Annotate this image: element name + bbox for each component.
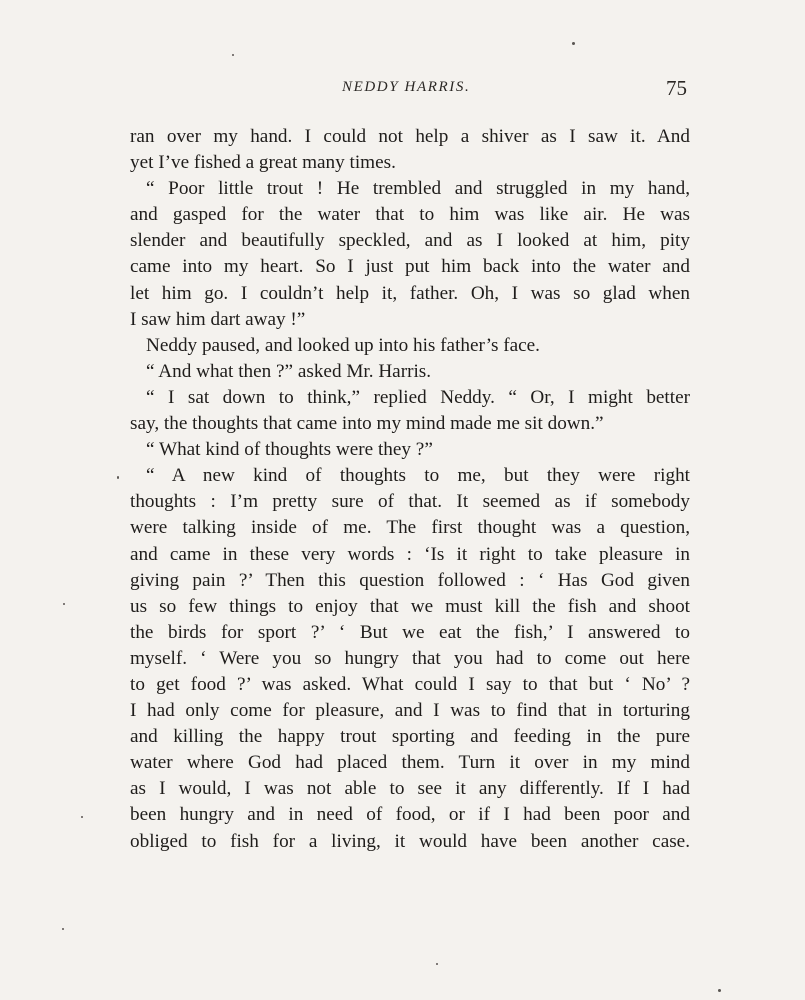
text-line: the birds for sport ?’ ‘ But we eat the fish,’ I answered to [130,621,690,643]
paper-speck [63,603,65,605]
text-line: water where God had placed them. Turn it over in my mind [130,752,690,774]
text-line: “ A new kind of thoughts to me, but they were right [146,465,690,487]
body-text [130,124,690,855]
text-line: say, the thoughts that came into my mind made me sit down.” [130,413,604,435]
text-line: to get food ?’ was asked. What could I say to that but ‘ No’ ? [130,673,690,695]
paper-speck [436,963,438,965]
text-line: were talking inside of me. The first thought was a question, [130,517,690,539]
paper-speck [81,816,83,818]
text-line: ran over my hand. I could not help a shiver as I saw it. And [130,126,690,147]
text-line: giving pain ?’ Then this question followed : ‘ Has God given [130,569,690,591]
text-line: “ And what then ?” asked Mr. Harris. [146,360,432,382]
paper-speck [572,42,575,45]
text-line: slender and beautifully speckled, and as I looked at him, pity [130,230,690,252]
text-line: “ Poor little trout ! He trembled and struggled in my hand, [146,178,690,200]
text-line: myself. ‘ Were you so hungry that you had to come out here [130,647,690,669]
paper-speck [62,928,64,930]
text-line: I had only come for pleasure, and I was to find that in torturing [130,700,690,722]
text-line: let him go. I couldn’t help it, father. Oh, I was so glad when [130,282,690,304]
page-number: 75 [666,76,687,100]
text-line: been hungry and in need of food, or if I had been poor and [130,804,690,826]
text-line: thoughts : I’m pretty sure of that. It seemed as if somebody [130,491,690,513]
paper-speck [232,54,234,56]
paper-speck [117,476,119,479]
paper-speck [718,989,721,992]
text-line: I saw him dart away !” [130,308,306,330]
text-line: Neddy paused, and looked up into his father’s face. [146,334,540,356]
text-line: and gasped for the water that to him was like air. He was [130,204,690,226]
text-line: as I would, I was not able to see it any differently. If I had [130,778,690,800]
text-line: came into my heart. So I just put him back into the water and [130,256,690,278]
text-line: and came in these very words : ‘Is it right to take pleasure in [130,543,690,565]
text-line: and killing the happy trout sporting and feeding in the pure [130,726,690,748]
text-line: “ I sat down to think,” replied Neddy. “ Or, I might better [146,386,690,408]
text-line: us so few things to enjoy that we must kill the fish and shoot [130,595,690,617]
running-head: NEDDY HARRIS. [342,79,471,95]
text-line: yet I’ve fished a great many times. [130,152,396,174]
text-line: obliged to fish for a living, it would have been another case. [130,830,690,852]
text-line: “ What kind of thoughts were they ?” [146,439,433,461]
